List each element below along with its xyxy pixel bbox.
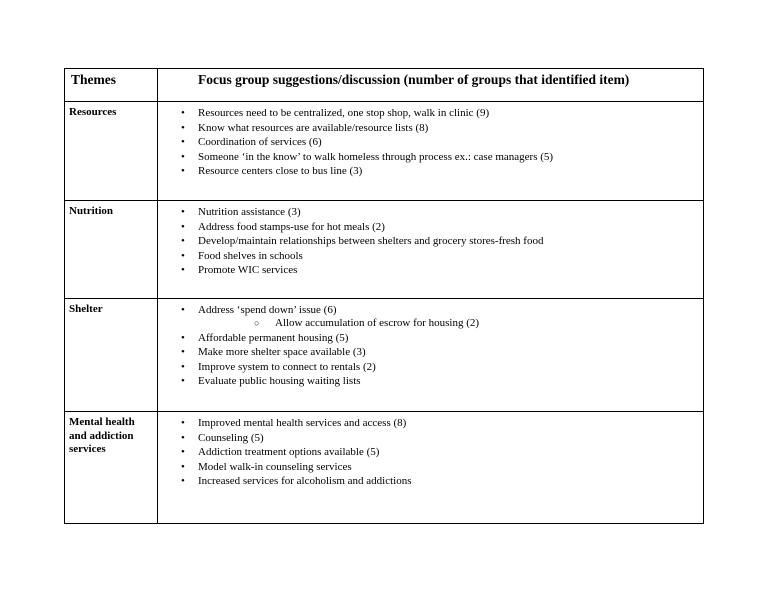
items-nutrition [158,201,704,299]
list-item: • Evaluate public housing waiting lists [158,374,703,389]
list-item: • Increased services for alcoholism and addictions [158,474,703,489]
list-item: • Make more shelter space available (3) [158,345,703,360]
list-item: • Someone ‘in the know’ to walk homeless through process ex.: case managers (5) [158,150,703,165]
table-row-nutrition [65,201,704,299]
header-suggestions: Focus group suggestions/discussion (number of groups that identified item) [158,69,704,102]
list-item: • Develop/maintain relationships between shelters and grocery stores-fresh food [158,234,703,249]
list-item: • Improved mental health services and access (8) [158,416,703,431]
items-resources [158,102,704,201]
theme-line: and addiction [69,429,134,442]
items-shelter [158,299,704,412]
list-item: • Resources need to be centralized, one stop shop, walk in clinic (9) [158,106,703,121]
table-row-shelter [65,299,704,412]
header-themes: Themes [65,69,158,102]
list-item: • Address food stamps-use for hot meals (2) [158,220,703,235]
items-mental-health [158,412,704,524]
list-item: • Know what resources are available/resource lists (8) [158,121,703,136]
list-item: • Promote WIC services [158,263,703,278]
list-item: • Addiction treatment options available (5) [158,445,703,460]
theme-line: Mental health [69,416,135,428]
table-row-mental-health [65,412,704,524]
list-item: • Improve system to connect to rentals (2) [158,360,703,375]
table-row-resources [65,102,704,201]
list-item: • Counseling (5) [158,431,703,446]
theme-line: services [69,443,106,455]
table-header-row [65,69,704,102]
list-item: • Coordination of services (6) [158,135,703,150]
list-item: • Resource centers close to bus line (3) [158,164,703,179]
list-item: • Nutrition assistance (3) [158,205,703,220]
list-item [158,303,703,331]
theme-resources: Resources [65,102,158,201]
list-item-text: Address ‘spend down’ issue (6) [198,304,337,316]
sub-list-item: ○ Allow accumulation of escrow for housing (2) [198,318,703,329]
list-item: • Food shelves in schools [158,249,703,264]
focus-group-table [64,68,704,524]
list-item: • Model walk-in counseling services [158,460,703,475]
theme-mental-health [65,412,158,524]
list-item: • Affordable permanent housing (5) [158,331,703,346]
theme-nutrition: Nutrition [65,201,158,299]
theme-shelter: Shelter [65,299,158,412]
